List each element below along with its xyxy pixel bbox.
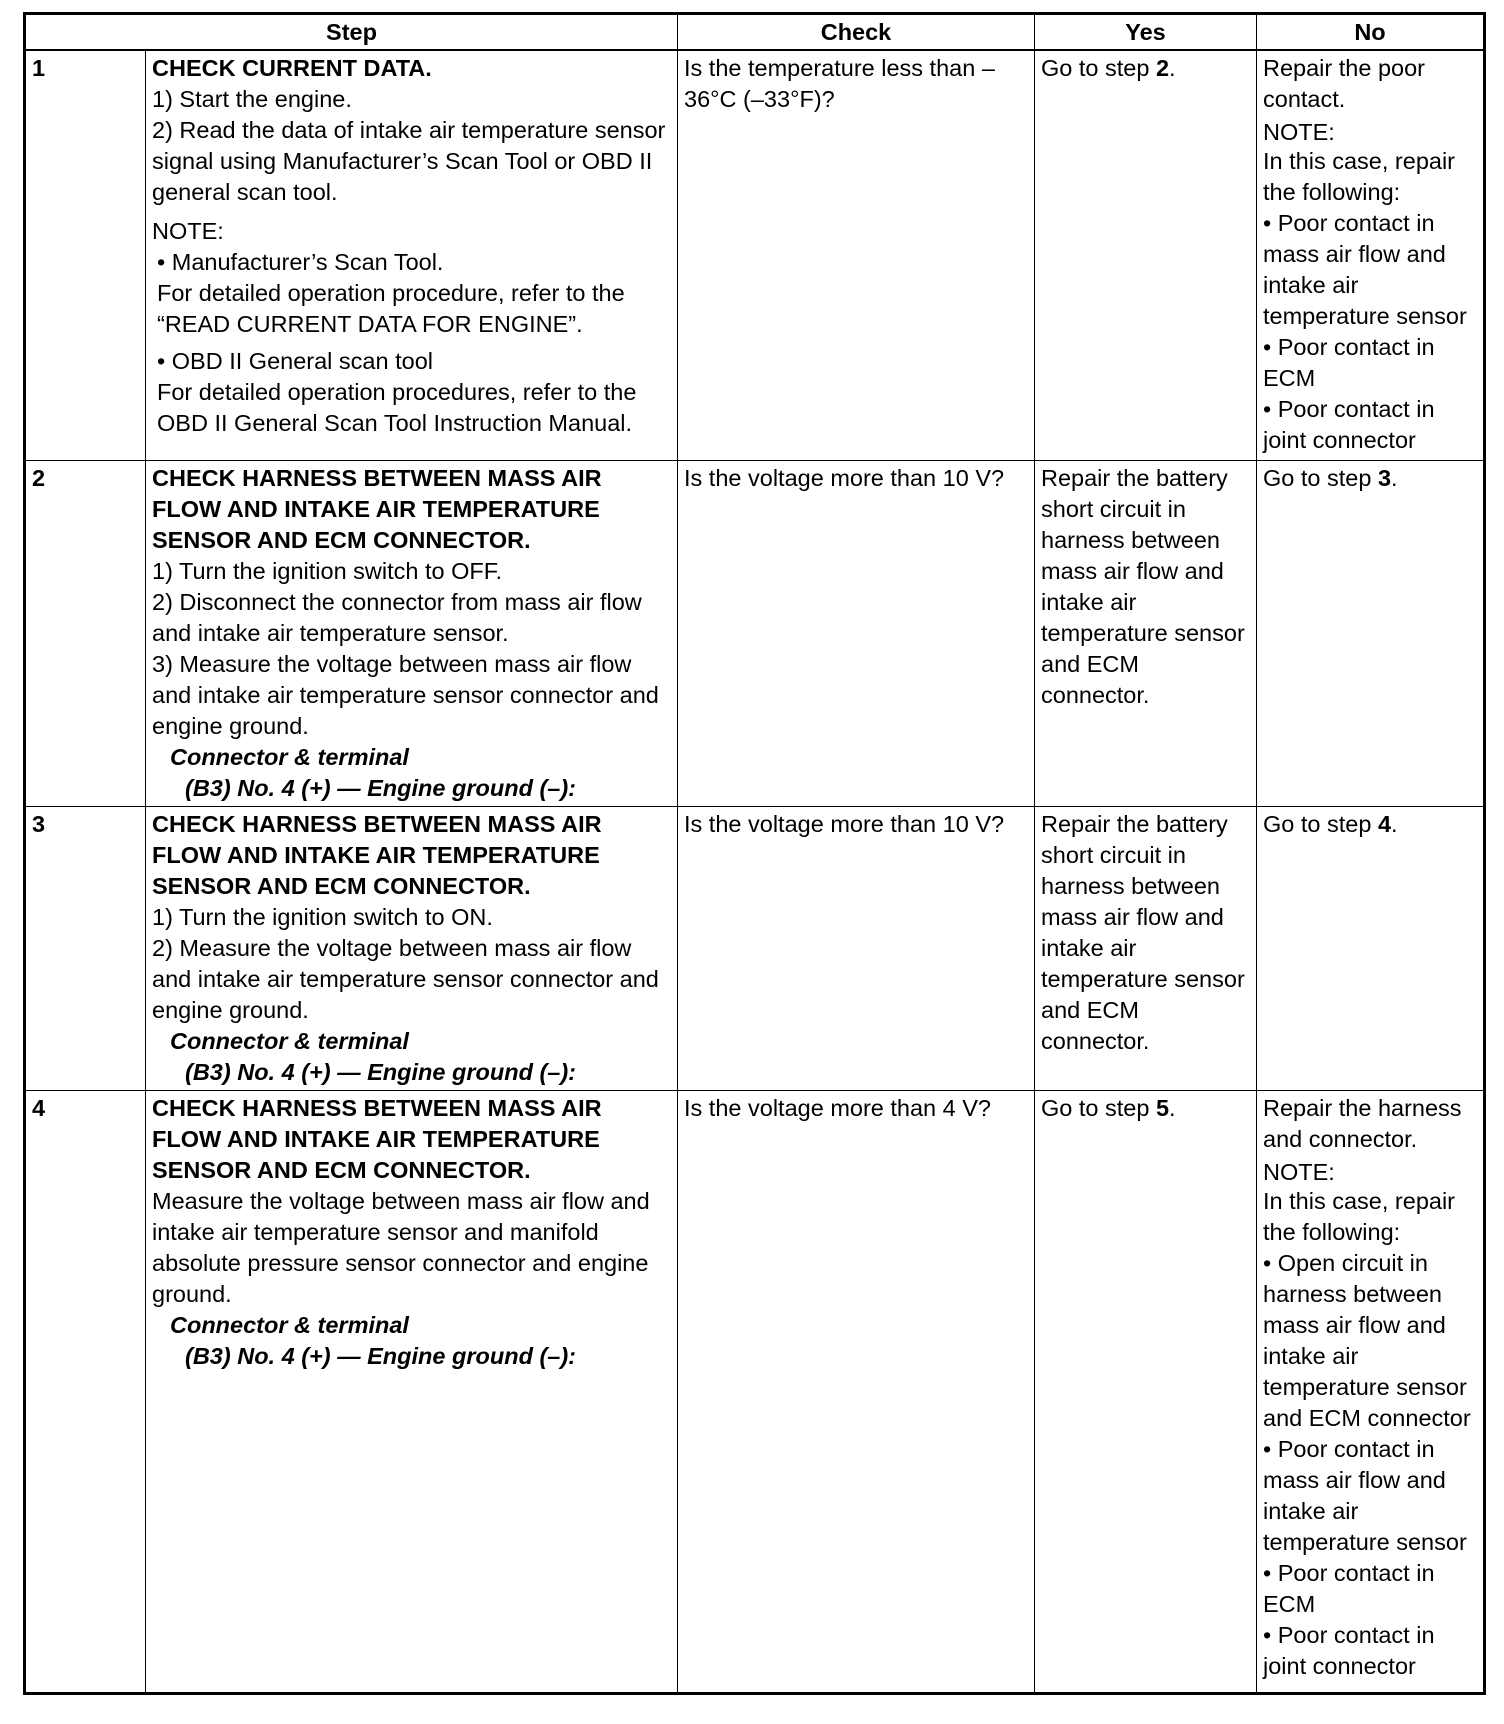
- no-item: • Poor contact in ECM: [1263, 1559, 1435, 1617]
- step-cell: [146, 806, 678, 1090]
- no-cell: [1257, 50, 1485, 460]
- yes-prefix: Go to step: [1041, 1094, 1156, 1121]
- table-row: [25, 460, 1485, 806]
- no-step-ref: 3: [1377, 464, 1392, 491]
- step-cell: [146, 460, 678, 806]
- step-number: 4: [25, 1090, 146, 1694]
- connector-value: (B3) No. 4 (+) — Engine ground (–):: [185, 774, 576, 801]
- step-line: 3) Measure the voltage between mass air flow and intake air temperature sensor connector and engine ground.: [152, 650, 659, 739]
- table-row: [25, 806, 1485, 1090]
- connector-value: (B3) No. 4 (+) — Engine ground (–):: [185, 1342, 576, 1369]
- step-line: 2) Disconnect the connector from mass air flow and intake air temperature sensor.: [152, 588, 642, 646]
- no-note-intro: In this case, repair the following:: [1263, 1187, 1456, 1245]
- no-note-label: NOTE:: [1263, 1158, 1335, 1185]
- no-item: • Poor contact in joint connector: [1263, 396, 1435, 453]
- step-line: 1) Turn the ignition switch to OFF.: [152, 557, 503, 584]
- yes-cell: [1035, 1090, 1257, 1694]
- step-title: CHECK HARNESS BETWEEN MASS AIR FLOW AND INTAKE AIR TEMPERATURE SENSOR AND ECM CONNECTOR.: [152, 464, 602, 553]
- connector-label: Connector & terminal: [170, 1311, 409, 1338]
- table-row: [25, 50, 1485, 460]
- no-cell: [1257, 806, 1485, 1090]
- no-note-intro: In this case, repair the following:: [1263, 148, 1456, 205]
- no-item: • Open circuit in harness between mass air flow and intake air temperature sensor and ECM connector: [1263, 1249, 1471, 1431]
- no-item: • Poor contact in mass air flow and intake air temperature sensor: [1263, 1435, 1467, 1555]
- step-number: 1: [25, 50, 146, 460]
- no-prefix: Go to step: [1263, 464, 1378, 491]
- step-line: 2) Measure the voltage between mass air flow and intake air temperature sensor connector and engine ground.: [152, 934, 659, 1023]
- header-yes: Yes: [1035, 14, 1257, 51]
- yes-suffix: .: [1169, 1094, 1176, 1121]
- connector-label: Connector & terminal: [170, 1027, 409, 1054]
- diagnostic-table: [23, 12, 1486, 1695]
- step-title: CHECK HARNESS BETWEEN MASS AIR FLOW AND INTAKE AIR TEMPERATURE SENSOR AND ECM CONNECTOR.: [152, 1094, 602, 1183]
- header-step: Step: [25, 14, 678, 51]
- no-item: • Poor contact in ECM: [1263, 334, 1435, 391]
- step-title: CHECK CURRENT DATA.: [152, 55, 432, 81]
- step-line: 2) Read the data of intake air temperature sensor signal using Manufacturer’s Scan Tool or OBD II general scan tool.: [152, 117, 666, 205]
- yes-cell: Repair the battery short circuit in harness between mass air flow and intake air temperature sensor and ECM connector.: [1035, 460, 1257, 806]
- yes-prefix: Go to step: [1041, 55, 1156, 81]
- yes-cell: [1035, 50, 1257, 460]
- step-cell: [146, 50, 678, 460]
- table-row: [25, 1090, 1485, 1694]
- step-cell: [146, 1090, 678, 1694]
- step-number: 2: [25, 460, 146, 806]
- note-item: • OBD II General scan tool: [157, 348, 433, 374]
- no-suffix: .: [1391, 464, 1398, 491]
- yes-step-ref: 5: [1155, 1094, 1170, 1121]
- no-step-ref: 4: [1377, 810, 1392, 837]
- check-cell: Is the temperature less than –36°C (–33°F)?: [678, 50, 1035, 460]
- no-cell: [1257, 460, 1485, 806]
- no-prefix: Go to step: [1263, 810, 1378, 837]
- check-cell: Is the voltage more than 4 V?: [678, 1090, 1035, 1694]
- header-no: No: [1257, 14, 1485, 51]
- no-note-label: NOTE:: [1263, 119, 1335, 145]
- step-line: Measure the voltage between mass air flow and intake air temperature sensor and manifold absolute pressure sensor connector and engine ground.: [152, 1187, 650, 1307]
- header-check: Check: [678, 14, 1035, 51]
- step-line: 1) Start the engine.: [152, 86, 352, 112]
- no-suffix: .: [1391, 810, 1398, 837]
- connector-label: Connector & terminal: [170, 743, 409, 770]
- no-main: Repair the harness and connector.: [1263, 1094, 1462, 1152]
- no-cell: [1257, 1090, 1485, 1694]
- yes-cell: Repair the battery short circuit in harness between mass air flow and intake air temperature sensor and ECM connector.: [1035, 806, 1257, 1090]
- note-item: • Manufacturer’s Scan Tool.: [157, 249, 444, 275]
- step-line: 1) Turn the ignition switch to ON.: [152, 903, 493, 930]
- step-title: CHECK HARNESS BETWEEN MASS AIR FLOW AND INTAKE AIR TEMPERATURE SENSOR AND ECM CONNECTOR.: [152, 810, 602, 899]
- check-cell: Is the voltage more than 10 V?: [678, 806, 1035, 1090]
- yes-suffix: .: [1169, 55, 1176, 81]
- no-main: Repair the poor contact.: [1263, 55, 1425, 112]
- check-cell: Is the voltage more than 10 V?: [678, 460, 1035, 806]
- note-item: For detailed operation procedures, refer to the OBD II General Scan Tool Instruction Manual.: [157, 379, 637, 436]
- connector-value: (B3) No. 4 (+) — Engine ground (–):: [185, 1058, 576, 1085]
- no-item: • Poor contact in joint connector: [1263, 1621, 1435, 1679]
- yes-step-ref: 2: [1155, 55, 1170, 81]
- note-label: NOTE:: [152, 218, 224, 244]
- note-item: For detailed operation procedure, refer to the “READ CURRENT DATA FOR ENGINE”.: [157, 280, 625, 337]
- no-item: • Poor contact in mass air flow and intake air temperature sensor: [1263, 210, 1467, 329]
- step-number: 3: [25, 806, 146, 1090]
- header-row: [25, 14, 1485, 51]
